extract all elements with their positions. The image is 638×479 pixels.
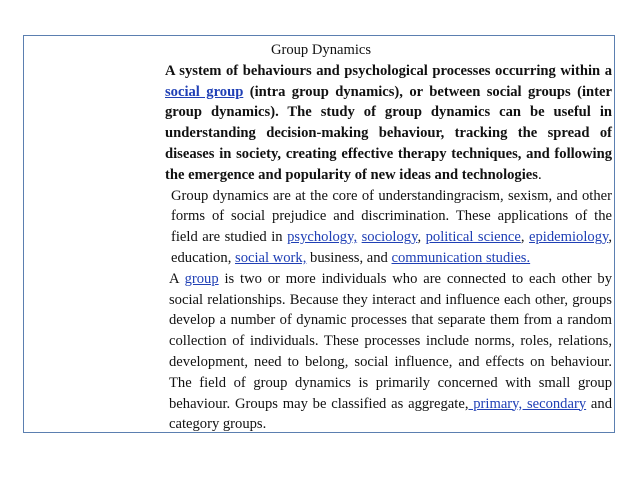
p2-sep-2: , [417,229,426,246]
p3-text-1: A [169,270,185,287]
paragraph-applications [30,186,612,269]
p1-text-3: . [537,166,542,183]
content-frame [23,35,615,433]
p2-sep-5: business, and [306,249,392,266]
paragraph-definition [30,61,612,186]
p1-text-1: A system of behaviours and psychological processes occurring within a [165,62,612,79]
link-psychology[interactable]: psychology, [287,229,358,246]
link-primary-secondary[interactable]: primary, secondary [468,395,587,412]
text-body [30,40,612,435]
p2-text-1: Group dynamics are at the core of understandingracism, sexism, and other forms of social prejudice and discrimination. These applications of the field are studied in [171,187,612,246]
link-social-work[interactable]: social work, [235,249,307,266]
link-political-science[interactable]: political science [425,229,521,246]
p2-sep-3: , [520,229,530,246]
link-social-group[interactable]: social group [165,83,244,100]
p3-text-2: is two or more individuals who are connected to each other by social relationships. Because they interact and influence each other, groups develop a number of dynamic processes that separate them from a random collection of individuals. These processes include norms, roles, relations, development, need to belong, social influence, and effects on behaviour. The field of group dynamics is primarily concerned with small group behaviour. Groups may be classified as aggregate, [169,270,612,412]
link-epidemiology[interactable]: epidemiology [529,229,609,246]
p3-text-3: and category groups. [169,395,612,433]
p1-text-2: (intra group dynamics), or between social groups (inter group dynamics). The study of group dynamics can be useful in understanding decision-making behaviour, tracking the spread of diseases in society, creating effective therapy techniques, and following the emergence and popularity of new ideas and technologies [165,83,612,183]
link-sociology[interactable]: sociology [361,229,418,246]
paragraph-group-definition [30,269,612,435]
page-title: Group Dynamics [270,42,372,58]
p2-sep-4: , education, [171,229,612,266]
link-communication-studies[interactable]: communication studies. [391,249,531,266]
link-group[interactable]: group [184,270,219,287]
